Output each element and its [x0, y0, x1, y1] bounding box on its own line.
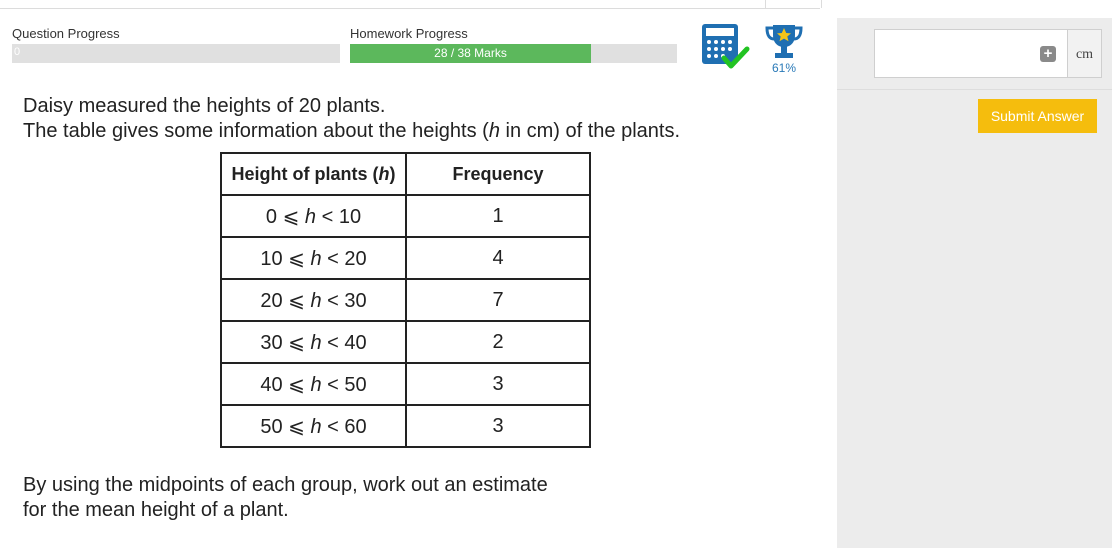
trophy-icon[interactable]	[764, 22, 804, 60]
table-row	[221, 405, 590, 447]
tab-notch	[765, 0, 822, 8]
answer-input[interactable]	[874, 29, 1068, 78]
calculator-check-icon[interactable]	[700, 22, 750, 70]
plus-icon[interactable]: +	[1040, 46, 1056, 62]
table-row	[221, 363, 590, 405]
table-row	[221, 279, 590, 321]
height-interval: 40 ⩽ h < 50	[221, 363, 406, 405]
unit-label: cm	[1068, 29, 1102, 78]
homework-progress-text: 28 / 38 Marks	[434, 46, 507, 60]
height-interval: 0 ⩽ h < 10	[221, 195, 406, 237]
frequency-value: 1	[406, 195, 590, 237]
top-strip	[0, 0, 820, 9]
table-row	[221, 237, 590, 279]
header-height: Height of plants (h)	[221, 153, 406, 195]
submit-answer-button[interactable]: Submit Answer	[978, 99, 1097, 133]
question-instruction	[23, 473, 548, 523]
height-interval: 20 ⩽ h < 30	[221, 279, 406, 321]
question-progress-value: 0	[14, 46, 21, 58]
table-header-row	[221, 153, 590, 195]
question-progress-bar	[12, 44, 340, 63]
height-interval: 30 ⩽ h < 40	[221, 321, 406, 363]
header-frequency: Frequency	[406, 153, 590, 195]
height-interval: 10 ⩽ h < 20	[221, 237, 406, 279]
frequency-value: 2	[406, 321, 590, 363]
table-row	[221, 321, 590, 363]
frequency-table	[220, 152, 591, 448]
instruction-line-1: By using the midpoints of each group, work out an estimate	[23, 474, 548, 496]
frequency-value: 4	[406, 237, 590, 279]
question-line-2: The table gives some information about the heights (h in cm) of the plants.	[23, 120, 681, 142]
frequency-value: 3	[406, 405, 590, 447]
trophy-percent: 61%	[771, 61, 797, 75]
homework-progress-bar	[350, 44, 677, 63]
table-row	[221, 195, 590, 237]
question-intro	[23, 94, 680, 144]
panel-divider	[837, 89, 1112, 90]
frequency-value: 7	[406, 279, 590, 321]
instruction-line-2: for the mean height of a plant.	[23, 499, 289, 521]
height-interval: 50 ⩽ h < 60	[221, 405, 406, 447]
frequency-value: 3	[406, 363, 590, 405]
question-progress-label: Question Progress	[12, 26, 120, 41]
answer-panel	[837, 18, 1112, 548]
homework-progress-label: Homework Progress	[350, 26, 468, 41]
question-line-1: Daisy measured the heights of 20 plants.	[23, 95, 386, 117]
